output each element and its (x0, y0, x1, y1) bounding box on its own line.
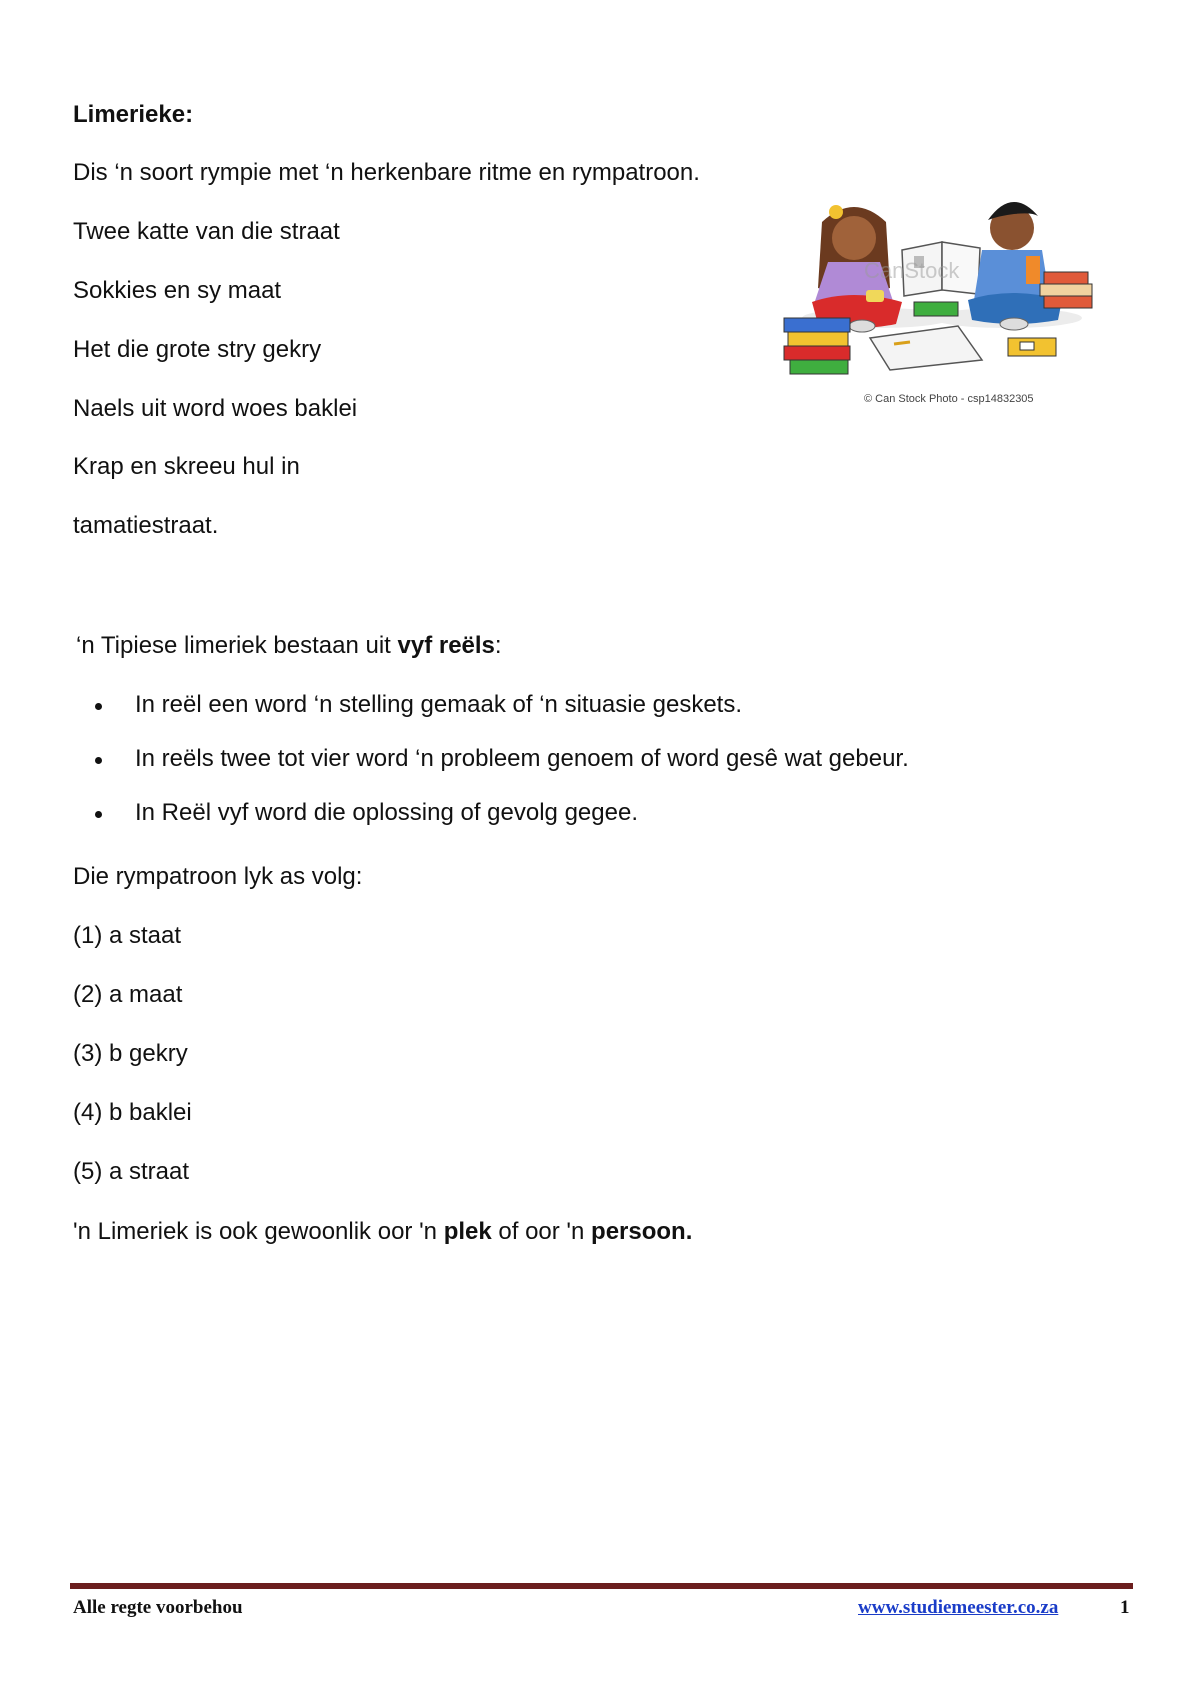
rhyme-line-1: (1) a staat (73, 922, 182, 949)
list-item (95, 744, 909, 798)
poem-line-2: Sokkies en sy maat (73, 277, 282, 304)
rhyme-line-4: (4) b baklei (73, 1099, 192, 1126)
list-item (95, 690, 909, 744)
rules-list (95, 690, 909, 852)
rhyme-line-5: (5) a straat (73, 1158, 190, 1185)
closing-bold-2: persoon. (591, 1218, 693, 1245)
bullet-icon (95, 703, 102, 710)
watermark-text: CanStock (864, 258, 960, 283)
page-number: 1 (1120, 1597, 1130, 1618)
poem-line-5: Krap en skreeu hul in (73, 453, 300, 480)
list-item (95, 798, 909, 852)
footer-divider (70, 1583, 1133, 1589)
structure-intro-text: ‘n Tipiese limeriek bestaan uit (76, 632, 398, 659)
list-item-text: In reëls twee tot vier word ‘n probleem genoem of word gesê wat gebeur. (135, 745, 909, 772)
footer-website-link[interactable]: www.studiemeester.co.za (858, 1597, 1059, 1618)
structure-intro-bold: vyf reëls (397, 632, 495, 659)
image-credit: © Can Stock Photo - csp14832305 (864, 393, 1034, 405)
poem-line-1: Twee katte van die straat (73, 218, 340, 245)
children-reading-books-icon (782, 190, 1102, 412)
footer-copyright: Alle regte voorbehou (73, 1597, 243, 1618)
structure-intro-colon: : (494, 632, 502, 659)
poem-line-4: Naels uit word woes baklei (73, 395, 358, 422)
closing-text-1: 'n Limeriek is ook gewoonlik oor 'n (73, 1218, 444, 1245)
rhyme-intro: Die rympatroon lyk as volg: (73, 863, 363, 890)
rhyme-line-2: (2) a maat (73, 981, 183, 1008)
intro-text: Dis ‘n soort rympie met ‘n herkenbare ritme en rympatroon. (73, 159, 700, 186)
list-item-text: In reël een word ‘n stelling gemaak of ‘n situasie geskets. (135, 691, 742, 718)
closing-text-2: of oor 'n (491, 1218, 592, 1245)
poem-line-6: tamatiestraat. (73, 512, 219, 539)
structure-intro (76, 631, 502, 661)
page-title: Limerieke: (73, 101, 194, 128)
closing-bold-1: plek (443, 1218, 492, 1245)
poem-line-3: Het die grote stry gekry (73, 336, 322, 363)
children-reading-illustration (782, 190, 1102, 412)
bullet-icon (95, 811, 102, 818)
bullet-icon (95, 757, 102, 764)
closing-sentence (73, 1217, 692, 1247)
rhyme-line-3: (3) b gekry (73, 1040, 188, 1067)
list-item-text: In Reël vyf word die oplossing of gevolg gegee. (135, 799, 638, 826)
